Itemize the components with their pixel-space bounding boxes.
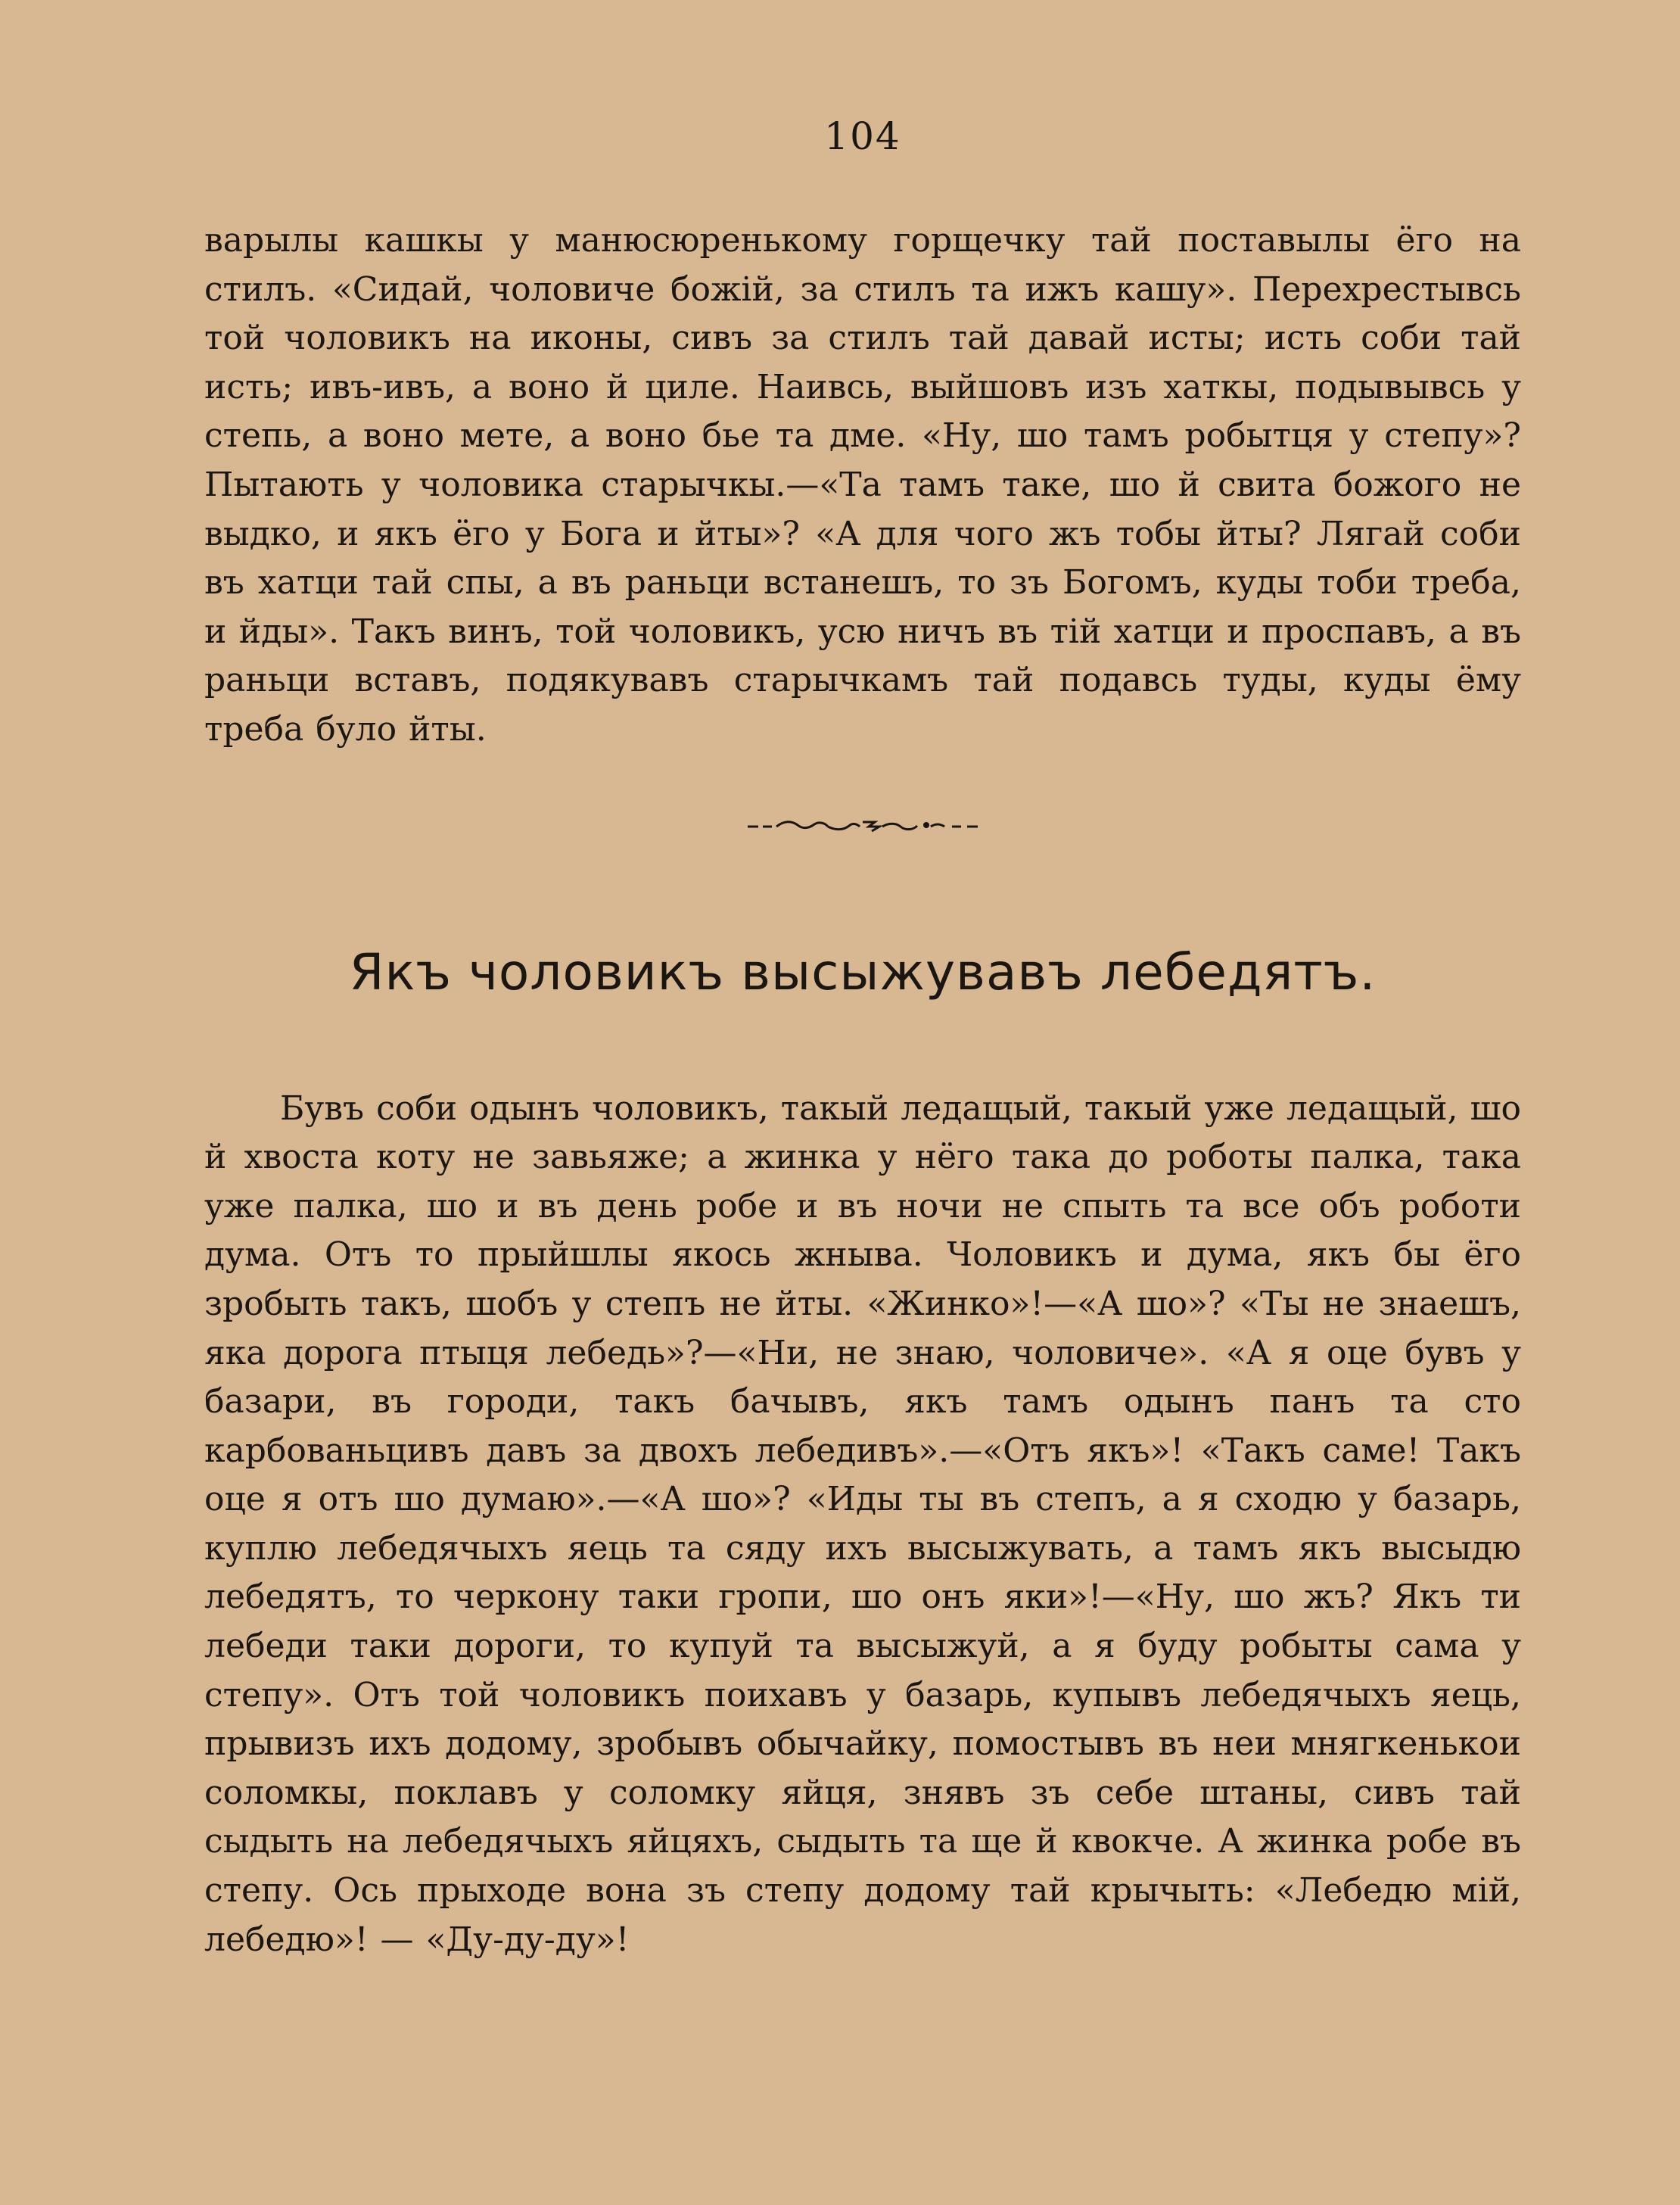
section-divider-ornament — [204, 815, 1521, 846]
previous-story-ending: варылы кашкы у манюсюренькому горщечку тай поставылы ёго на стилъ. «Сидай, чоловиче божій, за стилъ та ижъ кашу». Перехрестывсь той чоловикъ на иконы, сивъ за стилъ тай давай исты; исть соби тай исть; ивъ-ивъ, а воно й циле. Наивсь, выйшовъ изъ хаткы, подывывсь у степь, а воно мете, а воно бье та дме. «Ну, шо тамъ робытця у степу»? Пытають у чоловика старычкы.—«Та тамъ таке, шо й свита божого не выдко, и якъ ёго у Бога и йты»? «А для чого жъ тобы йты? Лягай соби въ хатци тай спы, а въ раньци встанешъ, то зъ Богомъ, куды тоби треба, и йды». Такъ винъ, той чоловикъ, усю ничъ въ тій хатци и проспавъ, а въ раньци вставъ, подякувавъ старычкамъ тай подавсь туды, куды ёму треба було йты. — [204, 221, 1521, 749]
page-number: 104 — [824, 114, 901, 158]
story-title: Якъ чоловикъ высыжувавъ лебедятъ. — [349, 942, 1377, 1001]
story-body: Бувъ соби одынъ чоловикъ, такый ледащый, такый уже ледащый, шо й хвоста коту не завьяже; а жинка у нёго така до роботы палка, така уже палка, шо и въ день робе и въ ночи не спыть та все объ роботи дума. Отъ то прыйшлы якось жныва. Чоловикъ и дума, якъ бы ёго зробыть такъ, шобъ у степъ не йты. «Жинко»!—«А шо»? «Ты не знаешъ, яка дорога птыця лебедь»?—«Ни, не знаю, чоловиче». «А я оце бувъ у базари, въ городи, такъ бачывъ, якъ тамъ одынъ панъ та сто карбованьцивъ давъ за двохъ лебедивъ».—«Отъ якъ»! «Такъ саме! Такъ оце я отъ шо думаю».—«А шо»? «Иды ты въ степъ, а я сходю у базарь, куплю лебедячыхъ яець та сяду ихъ высыжувать, а тамъ якъ высыдю лебедятъ, то черкону таки гропи, шо онъ яки»!—«Ну, шо жъ? Якъ ти лебеди таки дороги, то купуй та высыжуй, а я буду робыты сама у степу». Отъ той чоловикъ поихавъ у базарь, купывъ лебедячыхъ яець, прывизъ ихъ додому, зробывъ обычайку, помостывъ въ неи мнягкенькои соломкы, поклавъ у соломку яйця, знявъ зъ себе штаны, сивъ тай сыдыть на лебедячыхъ яйцяхъ, сыдыть та ще й квокче. А жинка робе въ степу. Ось прыходе вона зъ степу додому тай крычыть: «Лебедю мій, лебедю»! — «Ду-ду-ду»! — [204, 1088, 1521, 1959]
book-page — [204, 114, 1521, 1964]
ornament-flourish-icon — [742, 815, 984, 838]
